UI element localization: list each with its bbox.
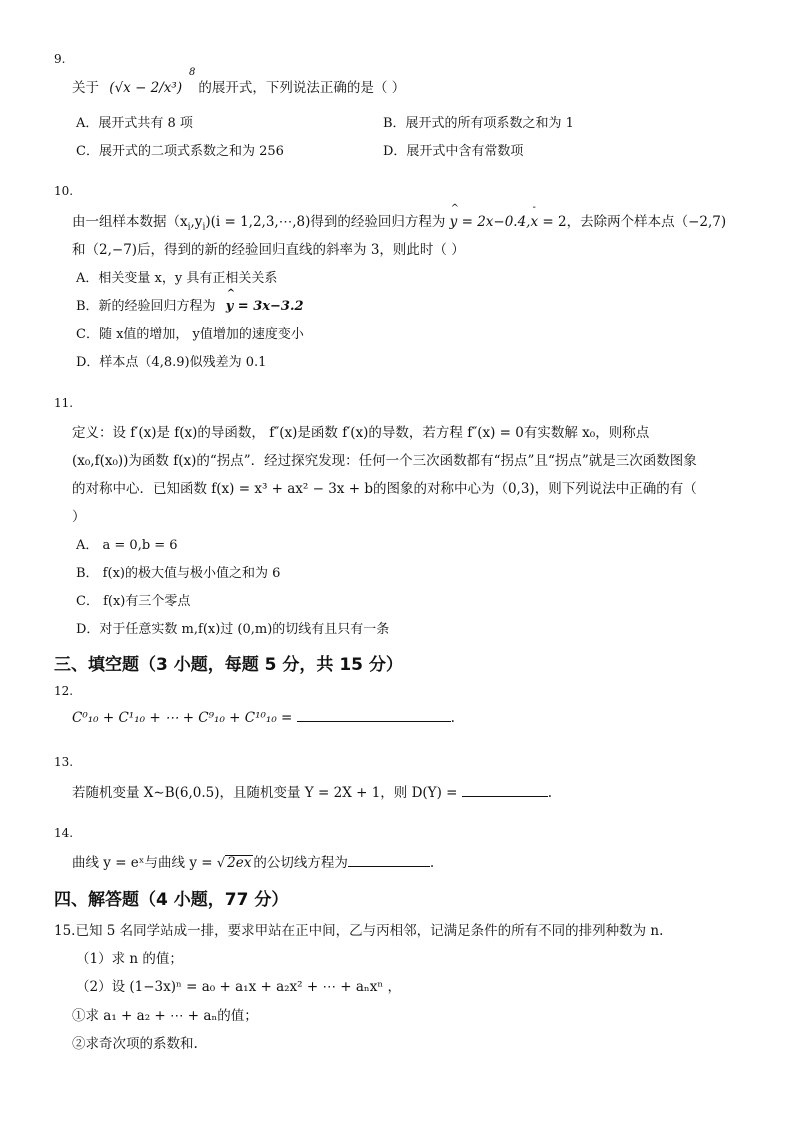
question-14-line <box>72 851 434 871</box>
question-13-text: 若随机变量 X∼B(6,0.5)，且随机变量 Y = 2X + 1，则 D(Y) = <box>72 785 462 801</box>
question-9-expression <box>109 67 196 96</box>
q10-text-e: )(i = 1,2,3,⋯,8)得到的经验回归方程为 <box>205 214 450 230</box>
question-13-answer-blank[interactable] <box>462 784 548 797</box>
question-12-expression: C⁰₁₀ + C¹₁₀ + ⋯ + C⁹₁₀ + C¹⁰₁₀ = <box>72 710 297 726</box>
question-12-number: 12. <box>54 684 74 698</box>
question-14-number: 14. <box>54 826 74 840</box>
q10-text-a: 由一组样本数据（x <box>72 214 188 230</box>
question-15-part-1: （1）求 n 的值； <box>76 951 183 967</box>
question-9-option-c: C．展开式的二项式系数之和为 256 <box>76 144 284 159</box>
q10-option-b-y-hat: ^ y <box>226 299 234 314</box>
question-9-number: 9. <box>54 52 66 66</box>
question-10-number: 10. <box>54 184 74 198</box>
q10-text-g: = 2，去除两个样本点（−2,7) <box>538 214 727 230</box>
question-9-option-d: D．展开式中含有常数项 <box>383 144 524 159</box>
question-9-stem <box>72 67 406 96</box>
question-10-option-d: D．样本点（4,8.9)似残差为 0.1 <box>76 355 267 370</box>
question-15-sub-1: ①求 a₁ + a₂ + ⋯ + aₙ的值； <box>72 1008 258 1024</box>
question-11-option-c: C． f(x)有三个零点 <box>76 594 191 609</box>
q10-option-b-text: B．新的经验回归方程为 <box>76 299 216 314</box>
q10-option-b-expression: = 3x−3.2 <box>233 299 304 314</box>
q10-y-hat: ^ y <box>450 214 458 230</box>
question-15-stem: 15.已知 5 名同学站成一排，要求甲站在正中间，乙与丙相邻，记满足条件的所有不同的排列种数为 n. <box>54 923 664 939</box>
question-11-line-1: 定义：设 f′(x)是 f(x)的导函数， f″(x)是函数 f′(x)的导数，若方程 f″(x) = 0有实数解 x₀，则称点 <box>72 425 650 441</box>
question-14-answer-blank[interactable] <box>348 854 430 867</box>
sqrt-icon: √ <box>216 856 226 871</box>
question-9-exponent: 8 <box>189 67 196 78</box>
question-11-option-a: A． a = 0,b = 6 <box>76 538 178 553</box>
question-12-answer-blank[interactable] <box>297 709 451 722</box>
question-10-line-2: 和（2,−7)后，得到的新的经验回归直线的斜率为 3，则此时（ ） <box>72 242 465 258</box>
question-9-stem-prefix: 关于 <box>72 80 99 96</box>
question-14-period: . <box>429 855 435 871</box>
question-10-option-b <box>76 295 304 314</box>
question-10-option-c: C．随 x值的增加， y值增加的速度变小 <box>76 327 304 342</box>
question-15-sub-2: ②求奇次项的系数和. <box>72 1036 198 1052</box>
question-10-option-a: A．相关变量 x，y 具有正相关关系 <box>76 271 278 286</box>
question-11-option-d: D．对于任意实数 m,f(x)过 (0,m)的切线有且只有一条 <box>76 622 390 637</box>
question-12-period: . <box>450 710 455 726</box>
question-15-part-2: （2）设 (1−3x)ⁿ = a₀ + a₁x + a₂x² + ⋯ + aₙxⁿ ， <box>76 979 401 995</box>
question-11-line-3: 的对称中心．已知函数 f(x) = x³ + ax² − 3x + b的图象的对称中心为（0,3)，则下列说法中正确的有（ <box>72 481 697 497</box>
question-9-option-b: B．展开式的所有项系数之和为 1 <box>383 116 574 131</box>
section-3-heading: 三、填空题（3 小题，每题 5 分，共 15 分） <box>54 655 403 675</box>
question-11-line-4: ） <box>72 509 86 525</box>
question-14-suffix: 的公切线方程为 <box>253 855 348 871</box>
section-4-heading: 四、解答题（4 小题，77 分） <box>54 890 289 910</box>
q10-regression: = 2x−0.4, <box>457 214 531 230</box>
question-13-period: . <box>547 785 553 801</box>
question-13-number: 13. <box>54 755 74 769</box>
question-14-radicand: 2ex <box>227 855 252 871</box>
question-9-stem-suffix: 的展开式，下列说法正确的是（ ） <box>198 80 406 96</box>
question-11-number: 11. <box>54 396 74 410</box>
question-11-line-2: (x₀,f(x₀))为函数 f(x)的“拐点”．经过探究发现：任何一个三次函数都有“拐点”且“拐点”就是三次函数图象 <box>72 453 697 469</box>
question-13-line <box>72 781 552 801</box>
question-14-prefix: 曲线 y = eˣ与曲线 y = <box>72 855 217 871</box>
q10-sub-i-1: i <box>187 222 191 233</box>
q10-text-c: ,y <box>190 214 203 230</box>
question-9-option-a: A．展开式共有 8 项 <box>76 116 193 131</box>
question-9-expression-body: (√x − 2/x³) <box>109 80 183 96</box>
question-10-line-1 <box>72 210 726 233</box>
question-11-option-b: B． f(x)的极大值与极小值之和为 6 <box>76 566 281 581</box>
q10-x-bar: - x <box>530 214 538 230</box>
q10-sub-i-2: i <box>202 222 206 233</box>
question-12-line <box>72 709 455 726</box>
